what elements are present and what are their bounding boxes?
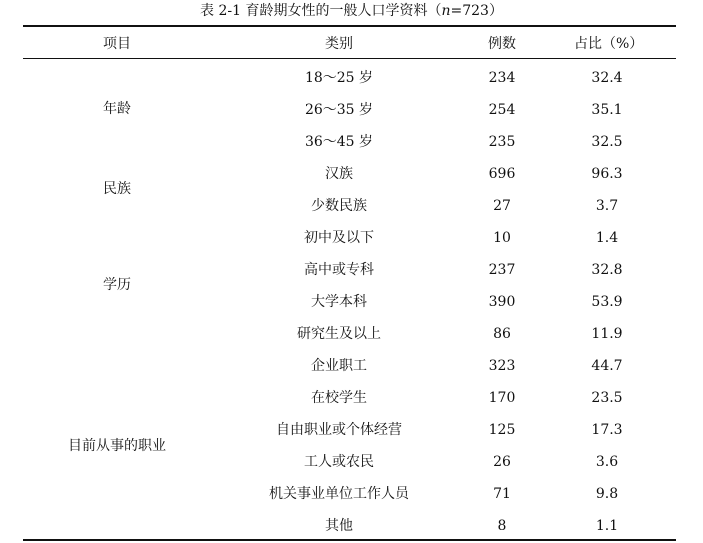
header-percent: 占比（%） <box>574 36 644 52</box>
table-row <box>0 350 703 382</box>
row-percent: 1.4 <box>595 230 619 246</box>
row-count: 27 <box>493 198 511 214</box>
row-category: 少数民族 <box>311 198 367 214</box>
table-row <box>0 414 703 446</box>
row-percent: 9.8 <box>595 486 619 502</box>
caption-n-symbol: n <box>441 3 451 19</box>
caption-prefix: 表 2-1 育龄期女性的一般人口学资料（ <box>200 3 442 19</box>
row-category: 36～45 岁 <box>304 134 374 150</box>
row-percent: 1.1 <box>595 518 619 534</box>
top-rule <box>23 25 676 27</box>
row-category: 工人或农民 <box>304 454 374 470</box>
group-label-age: 年龄 <box>103 101 131 117</box>
table-row <box>0 286 703 318</box>
table-row <box>0 510 703 542</box>
row-count: 235 <box>488 134 516 150</box>
row-category: 其他 <box>325 518 353 534</box>
row-percent: 35.1 <box>591 102 623 118</box>
caption-suffix: =723） <box>450 3 503 19</box>
row-category: 初中及以下 <box>304 230 374 246</box>
row-count: 234 <box>488 70 516 86</box>
group-label-education: 学历 <box>103 277 131 293</box>
row-percent: 32.8 <box>591 262 623 278</box>
row-category: 企业职工 <box>311 358 367 374</box>
row-percent: 53.9 <box>591 294 623 310</box>
row-percent: 44.7 <box>591 358 623 374</box>
row-count: 8 <box>497 518 507 534</box>
row-count: 323 <box>488 358 516 374</box>
row-category: 研究生及以上 <box>297 326 381 342</box>
row-percent: 17.3 <box>591 422 623 438</box>
row-percent: 32.5 <box>591 134 623 150</box>
row-category: 高中或专科 <box>304 262 374 278</box>
row-count: 71 <box>493 486 511 502</box>
row-percent: 3.6 <box>595 454 619 470</box>
header-count: 例数 <box>488 36 516 52</box>
group-label-occupation: 目前从事的职业 <box>68 438 166 454</box>
row-count: 390 <box>488 294 516 310</box>
row-category: 26～35 岁 <box>304 102 374 118</box>
table-row <box>0 222 703 254</box>
row-count: 696 <box>488 166 516 182</box>
row-count: 10 <box>493 230 511 246</box>
table-row <box>0 158 703 190</box>
table-row <box>0 318 703 350</box>
table-caption <box>0 2 703 20</box>
table-row <box>0 478 703 510</box>
row-category: 汉族 <box>325 166 353 182</box>
header-item: 项目 <box>103 36 131 52</box>
row-percent: 96.3 <box>591 166 623 182</box>
row-count: 86 <box>493 326 511 342</box>
table-row <box>0 254 703 286</box>
table-row <box>0 126 703 158</box>
row-count: 125 <box>488 422 516 438</box>
row-category: 大学本科 <box>311 294 367 310</box>
row-percent: 23.5 <box>591 390 623 406</box>
table-row <box>0 62 703 94</box>
row-percent: 11.9 <box>591 326 623 342</box>
row-category: 18～25 岁 <box>304 70 374 86</box>
row-count: 237 <box>488 262 516 278</box>
bottom-rule <box>23 539 676 541</box>
group-label-ethnicity: 民族 <box>103 181 131 197</box>
header-category: 类别 <box>325 36 353 52</box>
row-category: 自由职业或个体经营 <box>276 422 402 438</box>
row-percent: 3.7 <box>595 198 619 214</box>
header-rule <box>23 58 676 59</box>
row-percent: 32.4 <box>591 70 623 86</box>
row-count: 170 <box>488 390 516 406</box>
table-row <box>0 94 703 126</box>
table-row <box>0 382 703 414</box>
row-count: 254 <box>488 102 516 118</box>
row-category: 机关事业单位工作人员 <box>269 486 409 502</box>
row-count: 26 <box>493 454 511 470</box>
table-header <box>0 29 703 59</box>
row-category: 在校学生 <box>311 390 367 406</box>
table-row <box>0 190 703 222</box>
table-row <box>0 446 703 478</box>
